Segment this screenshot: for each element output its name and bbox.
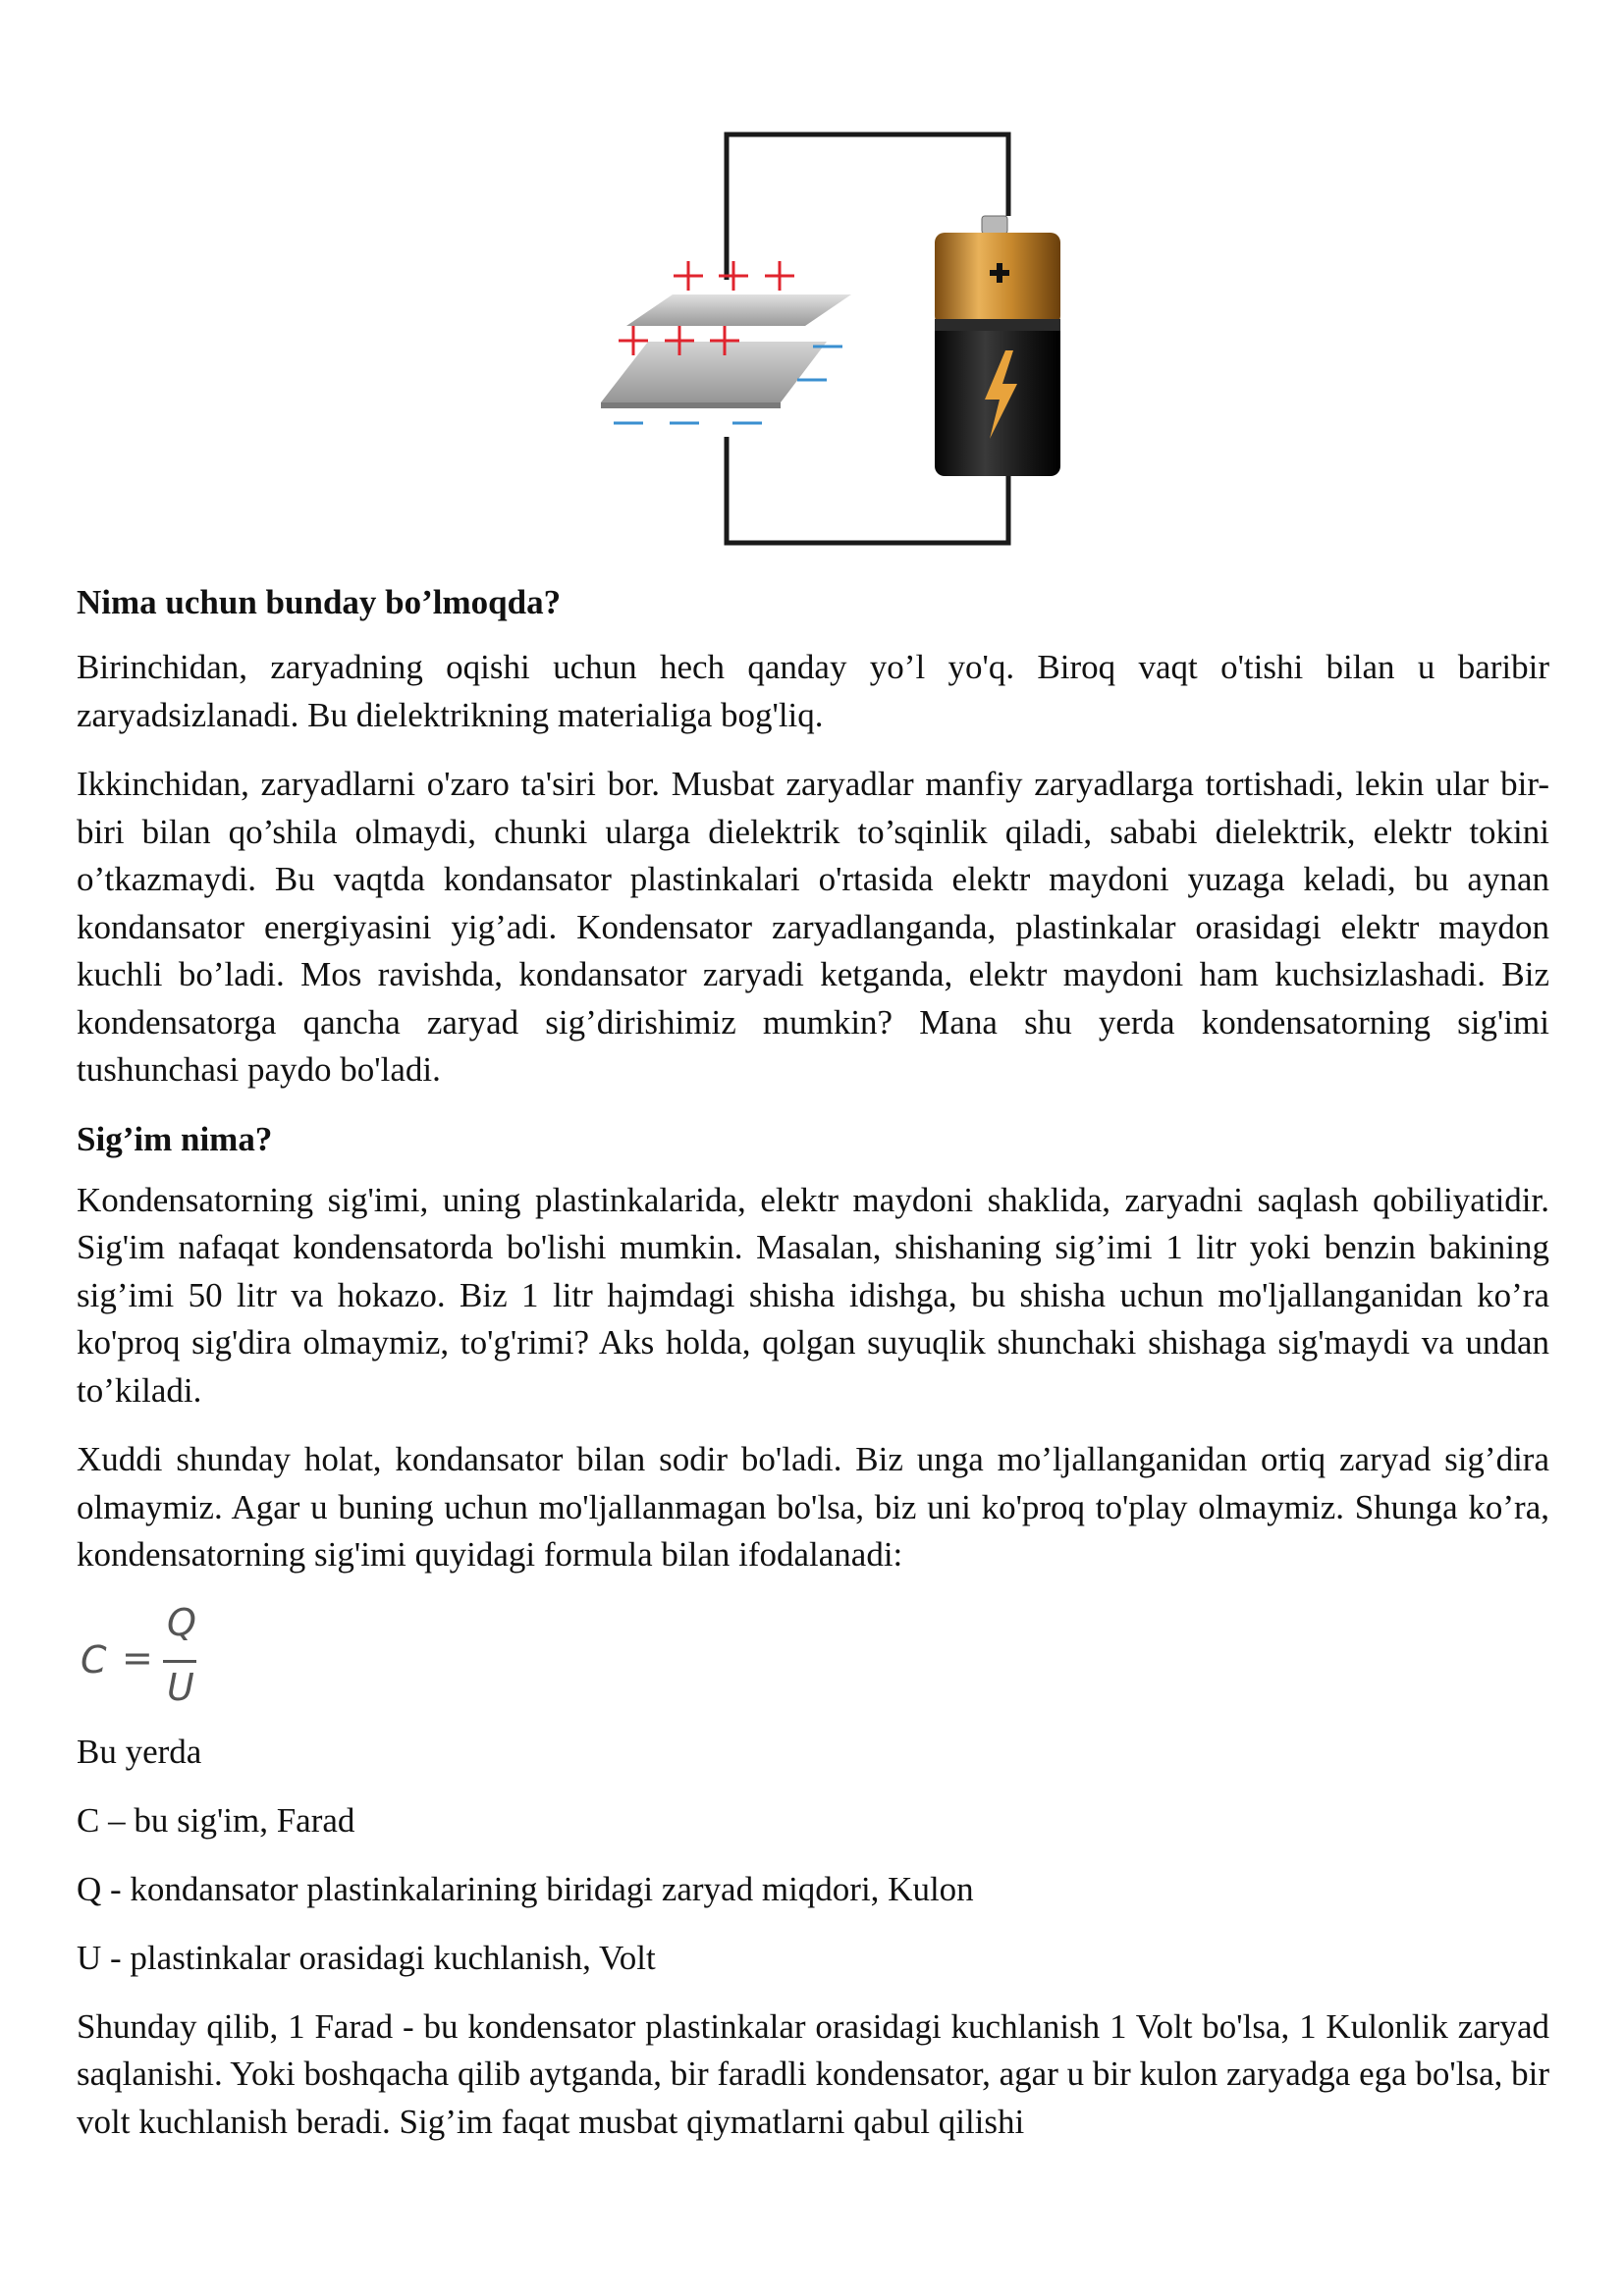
paragraph: Birinchidan, zaryadning oqishi uchun hech qanday yo’l yo'q. Biroq vaqt o'tishi bilan u baribir zaryadsizlanadi. Bu dielektrikning materialiga bog'liq.: [77, 648, 1549, 734]
fraction-bar: [163, 1660, 196, 1663]
paragraph: Kondensatorning sig'imi, uning plastinkalarida, elektr maydoni shaklida, zaryadni saqlash qobiliyatidir. Sig'im nafaqat kondensatorda bo'lishi mumkin. Masalan, shishaning sig’imi 1 litr yoki benzin bakining sig’imi 50 litr va hokazo. Biz 1 litr hajmdagi shisha idishga, bu shisha uchun mo'ljallanganidan ko’ra ko'proq sig'dira olmaymiz, to'g'rimi? Aks holda, qolgan suyuqlik shunchaki shishaga sig'maydi va undan to’kiladi.: [77, 1180, 1549, 1410]
formula-equals: =: [122, 1635, 153, 1680]
definition-line: U - plastinkalar orasidagi kuchlanish, Volt: [77, 1938, 656, 1977]
text-line: Bu yerda: [77, 1732, 202, 1771]
capacitance-formula: [77, 1601, 1549, 1719]
definition-line: C – bu sig'im, Farad: [77, 1800, 355, 1840]
paragraph: Ikkinchidan, zaryadlarni o'zaro ta'siri bor. Musbat zaryadlar manfiy zaryadlarga tortishadi, lekin ular bir-biri bilan qo’shila olmaydi, chunki ularga dielektrik to’sqinlik qiladi, sababi dielektrik, elektr tokini o’tkazmaydi. Bu vaqtda kondansator plastinkalari o'rtasida elektr maydoni yuzaga keladi, bu aynan kondansator energiyasini yig’adi. Kondensator zaryadlanganda, plastinkalar orasidagi elektr maydon kuchli bo’ladi. Mos ravishda, kondansator zaryadi ketganda, elektr maydoni ham kuchsizlashadi. Biz kondensatorga qancha zaryad sig’dirishimiz mumkin? Mana shu yerda kondensatorning sig'imi tushunchasi paydo bo'ladi.: [77, 765, 1549, 1089]
paragraph: Xuddi shunday holat, kondansator bilan sodir bo'ladi. Biz unga mo’ljallanganidan ortiq zaryad sig’dira olmaymiz. Agar u buning uchun mo'ljallanmagan bo'lsa, biz uni ko'proq to'play olmaymiz. Shunga ko’ra, kondensatorning sig'imi quyidagi formula bilan ifodalanadi:: [77, 1440, 1549, 1574]
section-heading: Sig’im nima?: [77, 1119, 273, 1158]
definition-line: Q - kondansator plastinkalarining biridagi zaryad miqdori, Kulon: [77, 1869, 974, 1908]
formula-denominator: U: [167, 1665, 194, 1709]
paragraph: Shunday qilib, 1 Farad - bu kondensator plastinkalar orasidagi kuchlanish 1 Volt bo'lsa, 1 Kulonlik zaryad saqlanishi. Yoki boshqacha qilib aytganda, bir faradli kondensator, agar u bir kulon zaryadga ega bo'lsa, bir volt kuchlanish beradi. Sig’im faqat musbat qiymatlarni qabul qilishi: [77, 2006, 1549, 2141]
formula-numerator: Q: [167, 1600, 196, 1644]
document-body: [77, 579, 1549, 2167]
capacitor-top-plate: [626, 294, 851, 326]
section-heading: Nima uchun bunday bo’lmoqda?: [77, 583, 562, 621]
capacitor-circuit-figure: [579, 123, 1080, 564]
formula-lhs: C: [81, 1637, 107, 1682]
battery: [935, 216, 1060, 476]
